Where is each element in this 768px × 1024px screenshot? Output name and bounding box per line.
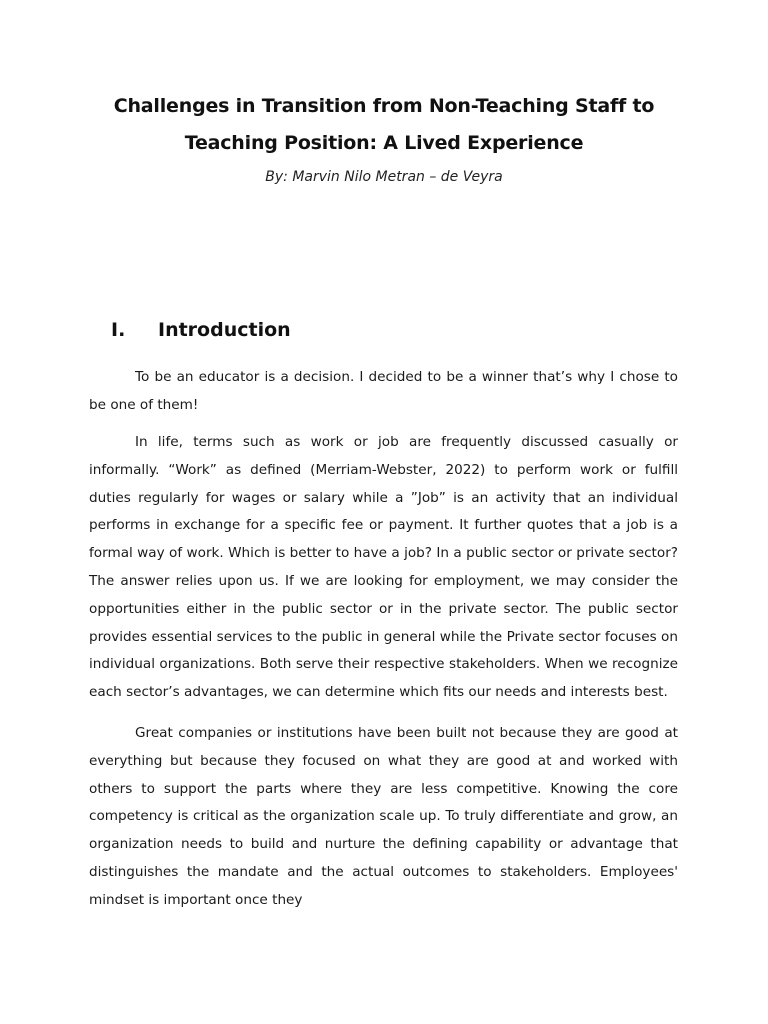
body-text-block-3	[89, 720, 678, 926]
author-byline: By: Marvin Nilo Metran – de Veyra	[265, 169, 503, 185]
body-text-block-2	[89, 429, 678, 718]
section-title: Introduction	[158, 319, 291, 341]
paragraph-3: Great companies or institutions have been built not because they are good at everything but because they focused on what they are good at and worked with others to support the parts where they are less competitive. Knowing the core competency is critical as the organization scale up. To truly differentiate and grow, an organization needs to build and nurture the defining capability or advantage that distinguishes the mandate and the actual outcomes to stakeholders. Employees' mindset is important once they	[89, 725, 678, 908]
paragraph-1: To be an educator is a decision. I decided to be a winner that’s why I chose to be one of them!	[89, 369, 678, 413]
paragraph-2: In life, terms such as work or job are frequently discussed casually or informally. “Work” as defined (Merriam-Webster, 2022) to perform work or fulfill duties regularly for wages or salary while a ”Job” is an activity that an individual performs in exchange for a specific fee or payment. It further quotes that a job is a formal way of work. Which is better to have a job? In a public sector or private sector? The answer relies upon us. If we are looking for employment, we may consider the opportunities either in the public sector or in the private sector. The public sector provides essential services to the public in general while the Private sector focuses on individual organizations. Both serve their respective stakeholders. When we recognize each sector’s advantages, we can determine which fits our needs and interests best.	[89, 434, 678, 701]
body-text-block-1	[89, 364, 678, 431]
section-number: I.	[111, 319, 126, 341]
paper-title-line-2: Teaching Position: A Lived Experience	[184, 132, 584, 154]
paper-title-line-1: Challenges in Transition from Non-Teaching Staff to	[113, 95, 655, 117]
